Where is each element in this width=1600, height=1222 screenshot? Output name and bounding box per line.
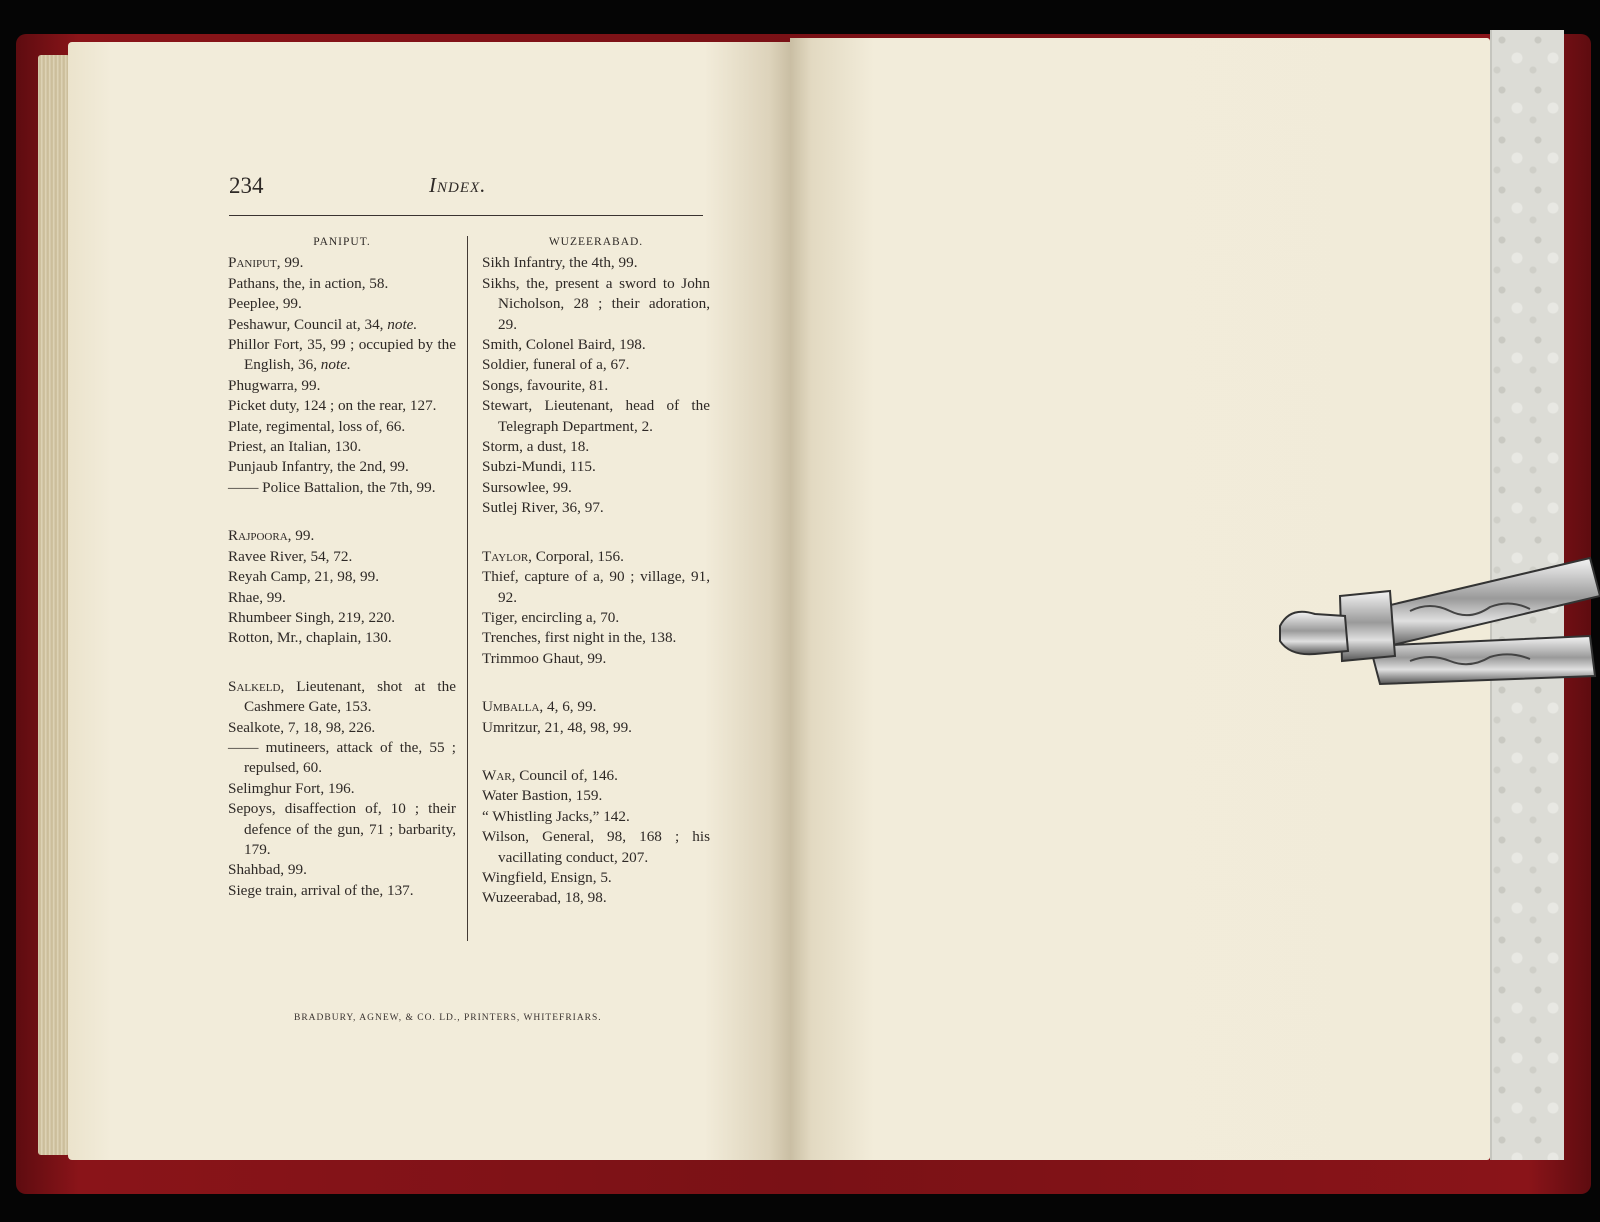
index-entry bbox=[482, 628, 710, 648]
index-entry bbox=[482, 437, 710, 457]
entry-text: Umritzur, 21, 48, 98, 99. bbox=[482, 718, 632, 736]
entry-text: Tiger, encircling a, 70. bbox=[482, 608, 620, 626]
column-heading: WUZEERABAD. bbox=[548, 236, 644, 248]
index-entry bbox=[228, 881, 456, 901]
entry-text: Wingfield, Ensign, 5. bbox=[482, 868, 612, 886]
index-entry bbox=[482, 547, 710, 567]
entry-text: Ravee River, 54, 72. bbox=[228, 547, 353, 565]
entry-text: Pathans, the, in action, 58. bbox=[228, 274, 389, 292]
index-entry bbox=[228, 628, 456, 648]
index-entry bbox=[482, 718, 710, 738]
entry-text: Rhae, 99. bbox=[228, 588, 286, 606]
index-entry bbox=[228, 274, 456, 294]
index-entry bbox=[228, 718, 456, 738]
entry-text: , Corporal, 156. bbox=[528, 547, 624, 565]
index-entry bbox=[482, 608, 710, 628]
index-entry bbox=[482, 355, 710, 375]
index-entry bbox=[228, 376, 456, 396]
entry-text: Sealkote, 7, 18, 98, 226. bbox=[228, 718, 376, 736]
entry-text: , Council of, 146. bbox=[511, 766, 618, 784]
index-entry bbox=[482, 786, 710, 806]
entry-text: Plate, regimental, loss of, 66. bbox=[228, 417, 406, 435]
entry-text: —— mutineers, attack of the, 55 ; repulsed, 60. bbox=[228, 738, 456, 777]
entry-text: Rotton, Mr., chaplain, 130. bbox=[228, 629, 392, 647]
index-entry bbox=[482, 567, 710, 608]
index-entry bbox=[228, 608, 456, 628]
entry-text: Priest, an Italian, 130. bbox=[228, 438, 362, 456]
entry-text: Punjaub Infantry, the 2nd, 99. bbox=[228, 458, 409, 476]
index-entry bbox=[482, 498, 710, 518]
index-entry bbox=[228, 677, 456, 718]
page-edges bbox=[38, 55, 70, 1155]
page-number: 234 bbox=[229, 173, 264, 198]
index-entry bbox=[482, 274, 710, 335]
entry-text: , 4, 6, 99. bbox=[539, 698, 597, 716]
index-entry bbox=[482, 478, 710, 498]
entry-text: Picket duty, 124 ; on the rear, 127. bbox=[228, 397, 437, 415]
index-entry bbox=[228, 294, 456, 314]
entry-text: “ Whistling Jacks,” 142. bbox=[482, 807, 630, 825]
index-entry bbox=[228, 526, 456, 546]
index-entry bbox=[482, 457, 710, 477]
entry-text: Wuzeerabad, 18, 98. bbox=[482, 889, 607, 907]
index-entry bbox=[482, 827, 710, 868]
entry-text: Smith, Colonel Baird, 198. bbox=[482, 336, 646, 354]
entry-lead-word: Umballa bbox=[482, 698, 540, 716]
entry-text: Water Bastion, 159. bbox=[482, 787, 603, 805]
entry-text: Phillor Fort, 35, 99 ; occupied by the English, 36, bbox=[228, 336, 456, 374]
entry-lead-word: Taylor bbox=[482, 547, 529, 565]
index-entry bbox=[228, 335, 456, 376]
entry-text: Thief, capture of a, 90 ; village, 91, 92. bbox=[482, 568, 710, 606]
entry-lead-word: Salkeld bbox=[228, 677, 281, 695]
index-entry bbox=[482, 766, 710, 786]
printer-imprint: BRADBURY, AGNEW, & CO. LD., PRINTERS, WHITEFRIARS. bbox=[294, 1013, 602, 1023]
entry-text: Stewart, Lieutenant, head of the Telegraph Department, 2. bbox=[482, 397, 710, 435]
index-entry bbox=[482, 376, 710, 396]
index-entry bbox=[482, 335, 710, 355]
entry-text: Rhumbeer Singh, 219, 220. bbox=[228, 608, 396, 626]
entry-text: Sutlej River, 36, 97. bbox=[482, 499, 604, 517]
entry-lead-word: Rajpoora bbox=[228, 527, 288, 545]
index-entry bbox=[228, 567, 456, 587]
section-gap bbox=[228, 498, 456, 526]
section-gap bbox=[482, 738, 710, 766]
index-entry bbox=[228, 457, 456, 477]
running-head: Index. bbox=[429, 173, 487, 197]
index-entry bbox=[482, 253, 710, 273]
book-clip-icon bbox=[1270, 556, 1600, 696]
entry-text: Soldier, funeral of a, 67. bbox=[482, 356, 630, 374]
entry-text: Subzi-Mundi, 115. bbox=[482, 458, 596, 476]
column-heading: PANIPUT. bbox=[313, 236, 371, 248]
entry-lead-word: War bbox=[482, 766, 512, 784]
entry-text: , 99. bbox=[276, 254, 304, 272]
entry-text: Selimghur Fort, 196. bbox=[228, 779, 355, 797]
section-gap bbox=[482, 669, 710, 697]
index-entry bbox=[228, 860, 456, 880]
entry-italic-note: note. bbox=[387, 315, 418, 333]
entry-text: Sikh Infantry, the 4th, 99. bbox=[482, 254, 638, 272]
entry-text: Sepoys, disaffection of, 10 ; their defence of the gun, 71 ; barbarity, 179. bbox=[228, 800, 456, 858]
entry-text: Storm, a dust, 18. bbox=[482, 438, 590, 456]
index-entry bbox=[228, 738, 456, 779]
index-entry bbox=[228, 779, 456, 799]
column-divider bbox=[467, 236, 468, 941]
entry-text: Songs, favourite, 81. bbox=[482, 376, 609, 394]
entry-text: Siege train, arrival of the, 137. bbox=[228, 881, 414, 899]
index-entry bbox=[482, 649, 710, 669]
section-gap bbox=[228, 649, 456, 677]
index-entry bbox=[228, 417, 456, 437]
entry-text: Peeplee, 99. bbox=[228, 295, 302, 313]
index-entry bbox=[228, 315, 456, 335]
entry-text: Peshawur, Council at, 34, bbox=[228, 315, 388, 333]
entry-italic-note: note. bbox=[320, 356, 351, 374]
index-entry bbox=[482, 868, 710, 888]
entry-text: Sikhs, the, present a sword to John Nicholson, 28 ; their adoration, 29. bbox=[482, 274, 710, 333]
entry-text: Shahbad, 99. bbox=[228, 861, 307, 879]
entry-text: Reyah Camp, 21, 98, 99. bbox=[228, 568, 380, 586]
index-entry bbox=[228, 588, 456, 608]
entry-text: Wilson, General, 98, 168 ; his vacillating conduct, 207. bbox=[482, 828, 710, 866]
index-entry bbox=[482, 697, 710, 717]
entry-text: Sursowlee, 99. bbox=[482, 478, 572, 496]
index-column-right bbox=[482, 232, 710, 909]
entry-text: Phugwarra, 99. bbox=[228, 376, 321, 394]
index-entry bbox=[482, 396, 710, 437]
index-entry bbox=[228, 799, 456, 860]
section-gap bbox=[482, 519, 710, 547]
index-entry bbox=[482, 888, 710, 908]
entry-text: , 99. bbox=[287, 527, 315, 545]
index-entry bbox=[228, 478, 456, 498]
index-column-left bbox=[228, 232, 456, 901]
index-entry bbox=[228, 437, 456, 457]
entry-text: , Lieutenant, shot at the Cashmere Gate, 153. bbox=[244, 677, 456, 716]
entry-text: —— Police Battalion, the 7th, 99. bbox=[228, 478, 436, 496]
entry-lead-word: Paniput bbox=[228, 254, 277, 272]
page-header bbox=[229, 173, 703, 216]
index-entry bbox=[228, 396, 456, 416]
entry-text: Trimmoo Ghaut, 99. bbox=[482, 649, 607, 667]
entry-text: Trenches, first night in the, 138. bbox=[482, 629, 677, 647]
index-entry bbox=[228, 253, 456, 273]
index-entry bbox=[228, 547, 456, 567]
index-entry bbox=[482, 807, 710, 827]
